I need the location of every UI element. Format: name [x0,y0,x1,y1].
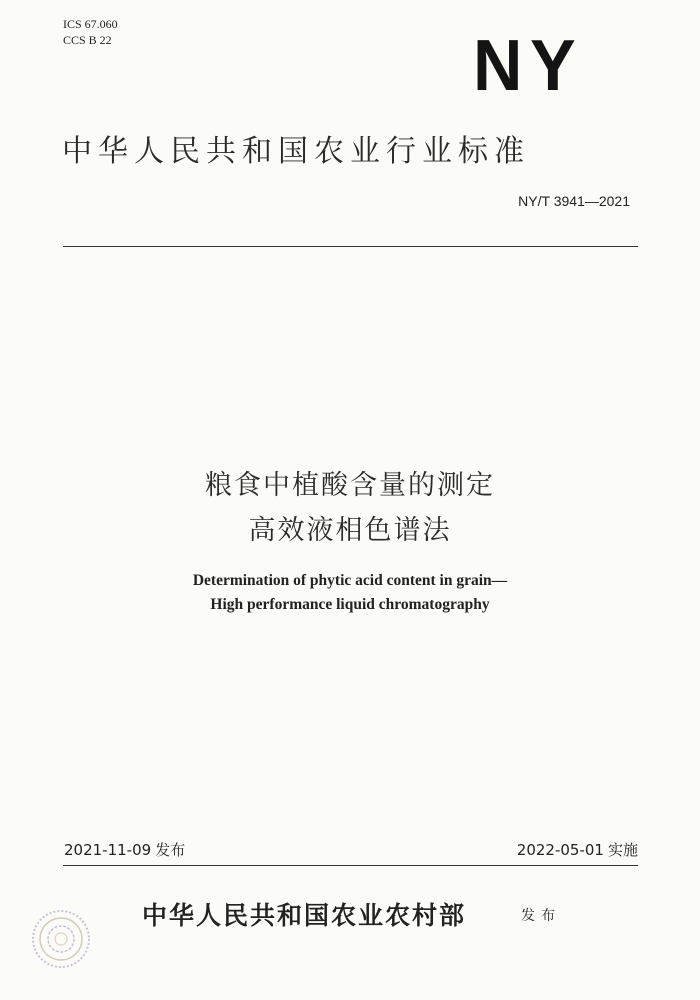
document-title-cn-line1: 粮食中植酸含量的测定 [205,470,495,501]
standard-category-title: 中华人民共和国农业行业标准 [62,134,530,169]
issuing-authority-suffix: 发布 [521,908,561,924]
document-title-en-line1: Determination of phytic acid content in grain— [192,572,508,589]
implement-label: 实施 [607,841,638,859]
standard-mark-logo: NY [473,26,584,106]
issue-label: 发布 [155,841,186,859]
ccs-code: CCS B 22 [63,33,112,47]
header-divider [63,246,638,247]
issue-date: 2021-11-09 [64,841,152,859]
footer-divider [63,865,638,866]
implement-date-block [517,839,638,860]
anti-counterfeit-seal-icon [30,908,92,970]
implement-date: 2022-05-01 [516,841,604,859]
issue-date-block [64,839,185,860]
issuing-authority: 中华人民共和国农业农村部 [142,901,467,930]
classification-codes [63,16,118,48]
ics-code: ICS 67.060 [63,17,118,31]
document-title-en-line2: High performance liquid chromatography [210,596,490,613]
document-title-cn-line2: 高效液相色谱法 [248,515,452,546]
standard-number: NY/T 3941—2021 [518,193,630,209]
